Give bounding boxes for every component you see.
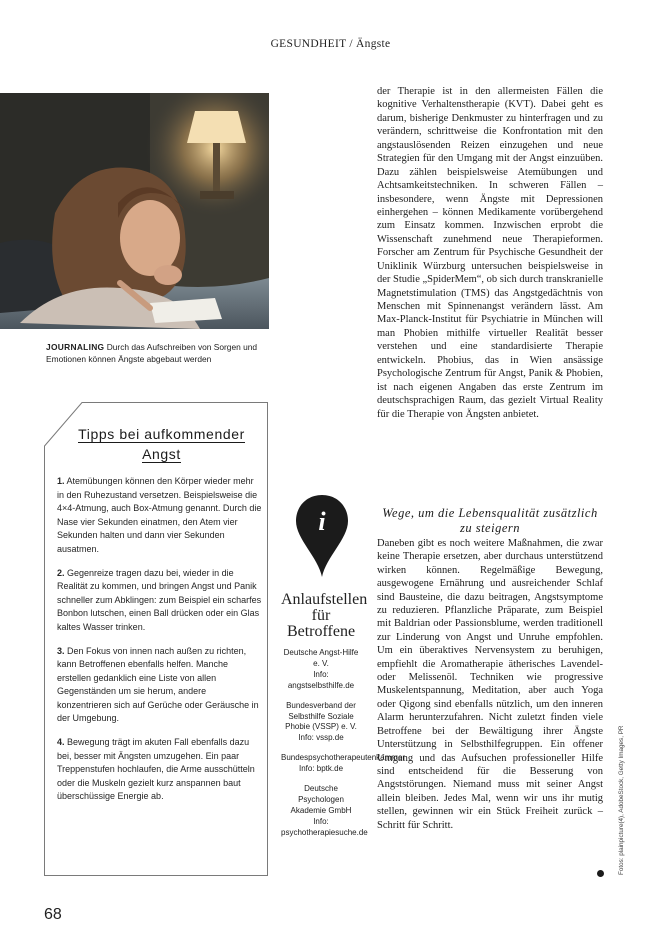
section-header: GESUNDHEIT / Ängste	[270, 38, 391, 50]
info-title: Anlaufstellen für Betroffene	[281, 591, 368, 640]
tip-text: Gegenreize tragen dazu bei, wieder in die Realität zu kommen, und bringen Angst und Panik schneller zum Abklingen: zum Beispiel ein scharfes Bonbon lutschen, einen Ball drücken oder ein Glas kaltes Wasser trinken.	[57, 567, 262, 632]
caption-text: Durch das Aufschreiben von Sorgen und Emotionen können Ängste abgebaut werden	[46, 342, 258, 365]
org-contact: Info: psychotherapiesuche.de	[281, 816, 368, 837]
org-contact: Info: vssp.de	[298, 733, 344, 743]
tip-number: 1.	[57, 476, 65, 486]
tip-number: 3.	[57, 645, 65, 656]
journaling-photo	[0, 93, 269, 329]
page-number: 68	[44, 906, 62, 923]
tip-number: 4.	[57, 737, 65, 747]
tip-text: Bewegung trägt im akuten Fall ebenfalls dazu bei, besser mit Ängsten umzugehen. Ein paar Treppenstufen hochlaufen, die Arme ausschütteln oder die Muskeln gezielt kurz anspannen baut überschüssige Energie ab.	[57, 737, 255, 801]
org-entry	[281, 784, 368, 839]
end-mark	[597, 870, 604, 877]
org-contact: Info: bptk.de	[298, 764, 344, 774]
org-entry	[281, 753, 406, 775]
org-contact: Info: angstselbsthilfe.de	[287, 669, 355, 690]
tip-item	[57, 567, 262, 635]
tips-box	[44, 402, 268, 876]
photo-illustration	[0, 93, 269, 329]
org-name: Bundesverband der Selbsthilfe Soziale Phobie (VSSP) e. V.	[285, 700, 357, 732]
tip-item	[57, 645, 262, 726]
tips-list	[57, 475, 262, 814]
tips-title: Tipps bei aufkommender Angst	[78, 426, 245, 462]
info-column	[281, 591, 406, 848]
org-name: Deutsche Angst-Hilfe e. V.	[283, 648, 359, 668]
article-paragraph: Daneben gibt es noch weitere Maßnahmen, die zwar keine Therapie ersetzen, aber durchaus unterstützend wirken können. Regelmäßige Bewegung, ausgewogene Ernährung und ausreichender Schlaf sind Bausteine, die dazu beitragen, Angstsymptome zu reduzieren. Pflanzliche Präparate, zum Beispiel mit Baldrian oder Passionsblume, werden traditionell zur Linderung von Angst und Unruhe empfohlen. Um ein überaktives Nervensystem zu beruhigen, empfiehlt die Aromatherapie ätherisches Lavendel- oder Melissenöl. Techniken wie progressive Muskelentspannung, Meditation, aber auch Yoga oder Qigong sind ebenfalls nützlich, um den inneren Alarm herunterzufahren. Nicht zuletzt finden viele Betroffene bei der Bewältigung ihrer Ängste Unterstützung in Selbsthilfegruppen. Ein offener Umgang und das Aufsuchen professioneller Hilfe sind entscheidend für die Besserung von Angststörungen. Niemand muss mit seiner Angst allein bleiben. Jedes Mal, wenn wir uns ihr mutig stellen, gewinnen wir ein Stück Freiheit zurück – Schritt für Schritt.	[377, 538, 603, 831]
org-entry	[281, 648, 361, 692]
article-subheading: Wege, um die Lebensqualität zusätzlich zu steigern	[382, 506, 598, 535]
photo-caption	[46, 341, 271, 365]
caption-lead: JOURNALING	[46, 342, 105, 352]
article-paragraph: der Therapie ist in den allermeisten Fällen die kognitive Verhaltenstherapie (KVT). Dabei geht es darum, bisherige Denkmuster zu hinterfragen und zu verändern, schrittweise die Konfrontation mit den angstauslösenden Reizen einzugehen und neue Strategien für den Umgang mit der Angst einzuüben. Dazu zählen beispielsweise Atemübungen und Achtsamkeitstechniken. In schweren Fällen – insbesondere, wenn Ängste mit Depressionen einhergehen – können Medikamente vorübergehend zum Einsatz kommen. Inzwischen erprobt die Wissenschaft zunehmend neue Therapieformen. Forscher am Zentrum für Psychische Gesundheit der Uniklinik Würzburg untersuchen beispielsweise in der Studie „SpiderMem“, ob sich durch transkranielle Magnetstimulation (TMS) das Angstgedächtnis von Menschen mit Spinnenangst verändern lässt. Am Max-Planck-Institut für Psychiatrie in München will man Phobien mithilfe virtueller Realität besser verstehen und eine standardisierte Therapie entwickeln. Phobius, das in Wien ansässige Psychologische Zentrum für Angst, Panik & Phobien, ist nach eigenen Angaben das erste Zentrum im deutschsprachigen Raum, das gezielt Virtual Reality für die Therapie von Ängsten anbietet.	[377, 86, 603, 420]
org-name: Deutsche Psychologen Akademie GmbH	[290, 784, 352, 815]
info-pin-icon	[296, 495, 348, 577]
tip-item	[57, 736, 262, 804]
info-icon-letter: i	[318, 507, 326, 536]
org-name: Bundespsychotherapeutenkammer	[281, 753, 406, 763]
tip-text: Den Fokus von innen nach außen zu richten, kann Betroffenen ebenfalls helfen. Manche erstellen gedanklich eine Liste von allen Gegenständen um sie herum, andere konzentrieren sich auf Gerüche oder Geräusche in der Umgebung.	[57, 645, 259, 723]
photo-credit: Fotos: plainpicture(4), AdobeStock, Getty Images, PR	[618, 725, 625, 875]
tip-number: 2.	[57, 567, 65, 578]
org-entry	[281, 701, 361, 745]
tip-item	[57, 475, 262, 556]
tip-text: Atemübungen können den Körper wieder mehr in den Ruhezustand versetzen. Beispielsweise die 4×4-Atmung, auch Box-Atmung genannt. Durch die Nase vier Sekunden einatmen, den Atem vier Sekunden halten und dann vier Sekunden ausatmen.	[57, 476, 262, 554]
